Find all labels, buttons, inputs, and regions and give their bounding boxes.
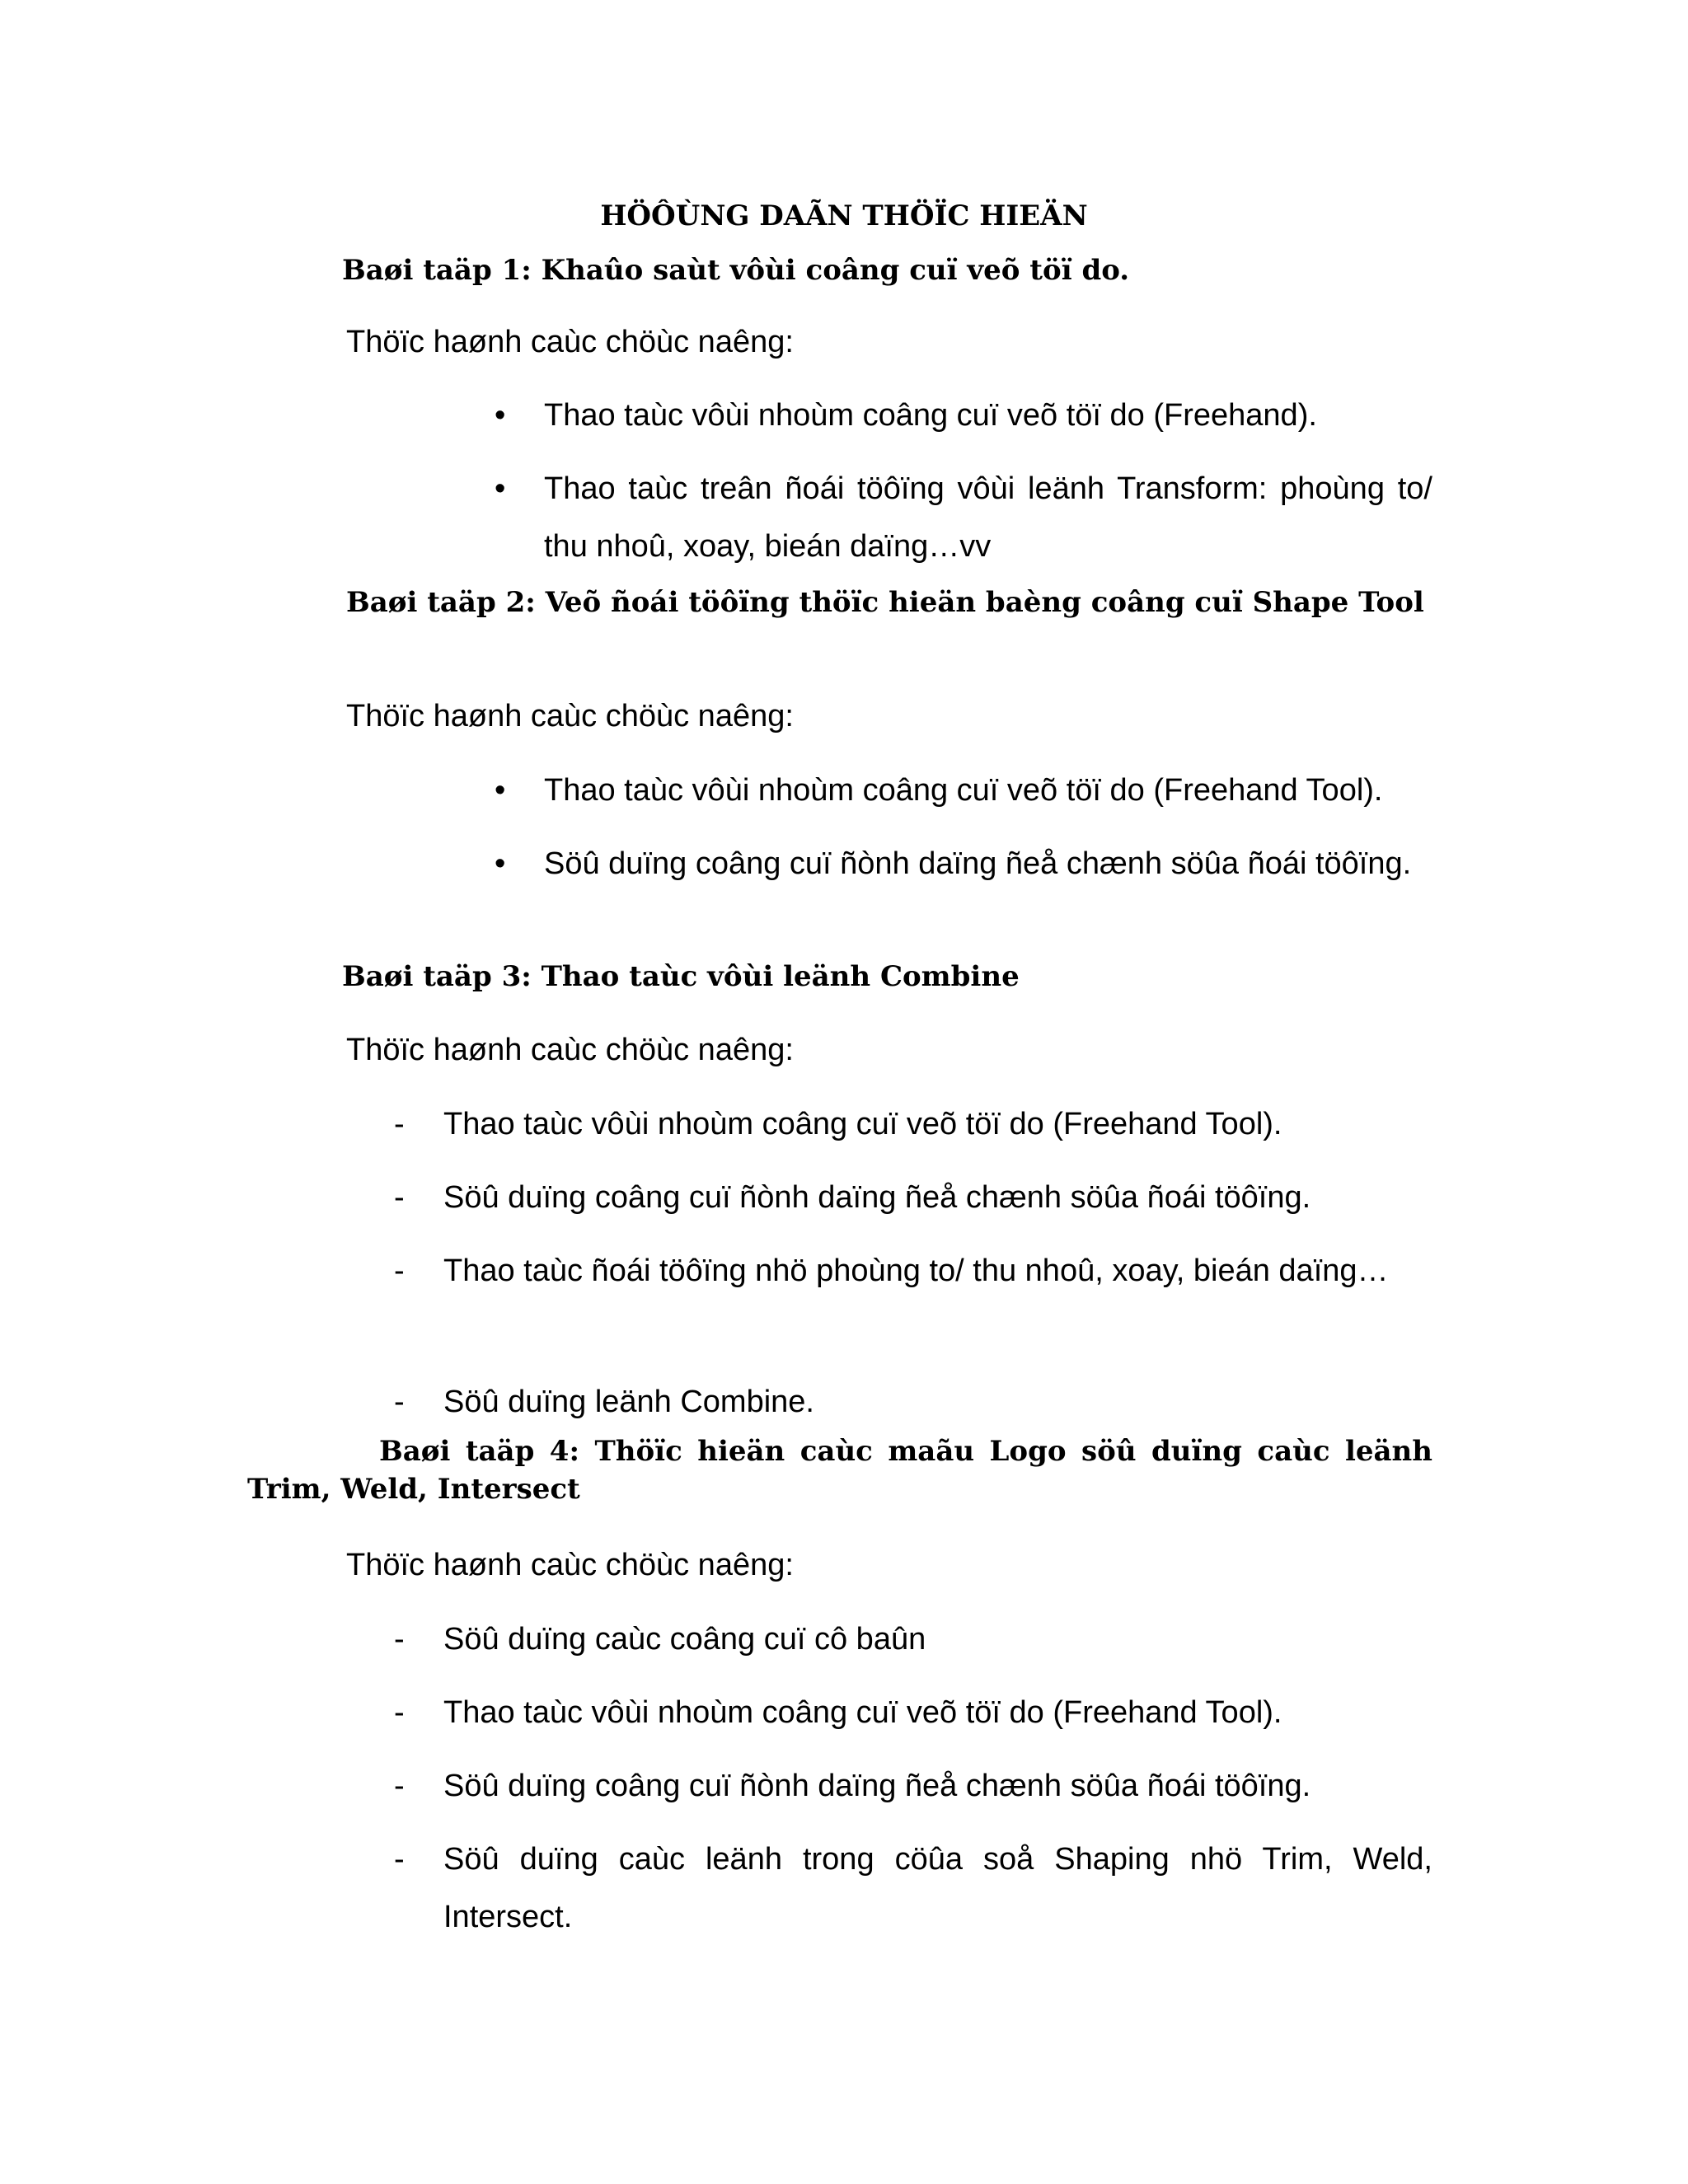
list-item-text: Thao taùc vôùi nhoùm coâng cuï veõ töï do (Freehand Tool). (443, 1695, 1282, 1730)
dash-icon: - (394, 1254, 405, 1288)
exercise-3-heading: Baøi taäp 3: Thao taùc vôùi leänh Combine (342, 960, 1020, 993)
list-item-text: Thao taùc ñoái töôïng nhö phoùng to/ thu nhoû, xoay, bieán daïng… (443, 1254, 1389, 1288)
exercise-1-intro: Thöïc haønh caùc chöùc naêng: (346, 325, 794, 359)
dash-icon: - (394, 1695, 405, 1730)
dash-icon: - (394, 1769, 405, 1803)
bullet-icon: • (495, 471, 506, 506)
list-item-text: Thao taùc vôùi nhoùm coâng cuï veõ töï do (Freehand). (544, 398, 1317, 433)
dash-icon: - (394, 1107, 405, 1141)
bullet-icon: • (495, 398, 506, 433)
document-title: HÖÔÙNG DAÃN THÖÏC HIEÄN (600, 199, 1088, 232)
list-item-text: Thao taùc treân ñoái töôïng vôùi leänh Transform: phoùng to/ thu nhoû, xoay, bieán daïng…vv (544, 471, 1432, 564)
list-item-text: Thao taùc vôùi nhoùm coâng cuï veõ töï do (Freehand Tool). (544, 773, 1383, 808)
dash-icon: - (394, 1385, 405, 1419)
exercise-1-heading: Baøi taäp 1: Khaûo saùt vôùi coâng cuï veõ töï do. (342, 254, 1130, 287)
bullet-icon: • (495, 846, 506, 881)
list-item-text: Thao taùc vôùi nhoùm coâng cuï veõ töï do (Freehand Tool). (443, 1107, 1282, 1141)
list-item-text: Söû duïng coâng cuï ñònh daïng ñeå chænh söûa ñoái töôïng. (443, 1769, 1311, 1803)
dash-icon: - (394, 1622, 405, 1657)
list-item-text: Söû duïng coâng cuï ñònh daïng ñeå chænh söûa ñoái töôïng. (443, 1180, 1311, 1215)
exercise-3-intro: Thöïc haønh caùc chöùc naêng: (346, 1033, 794, 1067)
list-item-text: Söû duïng caùc coâng cuï cô baûn (443, 1622, 926, 1657)
exercise-4-heading: Baøi taäp 4: Thöïc hieän caùc maãu Logo söû duïng caùc leänh Trim, Weld, Intersect (247, 1435, 1432, 1506)
bullet-icon: • (495, 773, 506, 808)
list-item-text: Söû duïng caùc leänh trong cöûa soå Shaping nhö Trim, Weld, Intersect. (443, 1842, 1432, 1934)
list-item-text: Söû duïng coâng cuï ñònh daïng ñeå chænh söûa ñoái töôïng. (544, 846, 1412, 881)
dash-icon: - (394, 1842, 405, 1877)
exercise-2-intro: Thöïc haønh caùc chöùc naêng: (346, 699, 794, 733)
exercise-4-intro: Thöïc haønh caùc chöùc naêng: (346, 1548, 794, 1582)
dash-icon: - (394, 1180, 405, 1215)
list-item-text: Söû duïng leänh Combine. (443, 1385, 814, 1419)
exercise-2-heading: Baøi taäp 2: Veõ ñoái töôïng thöïc hieän baèng coâng cuï Shape Tool (346, 586, 1424, 619)
